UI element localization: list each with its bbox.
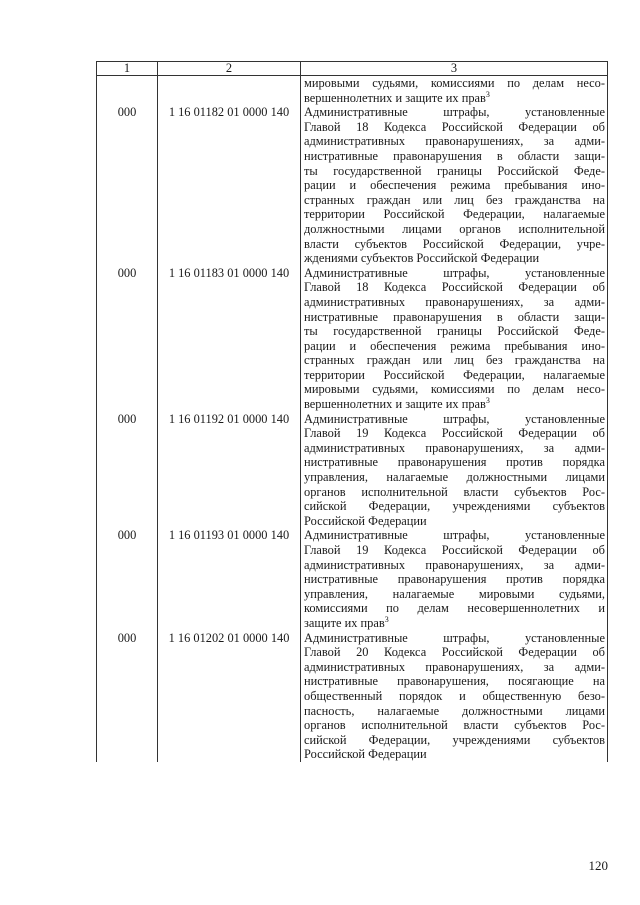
header-row xyxy=(97,62,608,76)
table-header xyxy=(97,62,608,76)
description-line: Главой 19 Кодекса Российской Федерации об xyxy=(304,543,605,557)
description-line: сийской Федерации, учреждениями субъектов xyxy=(304,499,605,514)
description-line: нистративные правонарушения, посягающие на xyxy=(304,674,605,689)
admin-code-cell: 000 xyxy=(97,412,158,529)
description-cell xyxy=(301,412,608,529)
admin-code-cell: 000 xyxy=(97,528,158,630)
description-line: территории Российской Федерации, налагаемые xyxy=(304,367,605,382)
description-line: нистративные правонарушения против порядка xyxy=(304,572,605,587)
description-cell xyxy=(301,631,608,762)
table-row xyxy=(97,528,608,630)
description-line: административных правонарушениях, за адми- xyxy=(304,134,605,149)
description-line-text: вершеннолетних и защите их прав xyxy=(304,397,486,412)
table-row xyxy=(97,266,608,412)
description-line: рации и обеспечения режима пребывания ино- xyxy=(304,338,605,353)
description-cell xyxy=(301,266,608,412)
description-line: нистративные правонарушения в области защи- xyxy=(304,148,605,163)
budget-code-cell: 1 16 01182 01 0000 140 xyxy=(158,105,301,266)
continuation-row xyxy=(97,76,608,106)
description-line: Административные штрафы, установленные xyxy=(304,411,605,426)
budget-code-cell: 1 16 01192 01 0000 140 xyxy=(158,412,301,529)
footnote-marker: 3 xyxy=(485,395,490,405)
budget-code-cell: 1 16 01202 01 0000 140 xyxy=(158,631,301,762)
description-line: ты государственной границы Российской Феде- xyxy=(304,163,605,178)
description-line-text: защите их прав xyxy=(304,615,385,630)
description-line-last xyxy=(304,616,605,631)
admin-code-cell: 000 xyxy=(97,631,158,762)
description-line: мировыми судьями, комиссиями по делам несо- xyxy=(304,382,605,397)
description-line: административных правонарушениях, за адми- xyxy=(304,557,605,572)
description-cell xyxy=(301,528,608,630)
description-line: Главой 18 Кодекса Российской Федерации об xyxy=(304,280,605,295)
description-line: должностными лицами органов исполнительной xyxy=(304,221,605,236)
description-line: ждениями субъектов Российской Федерации xyxy=(304,251,540,266)
continuation-description xyxy=(301,76,608,106)
table-body xyxy=(97,76,608,762)
description-line: рации и обеспечения режима пребывания ино- xyxy=(304,178,605,193)
header-col-1: 1 xyxy=(97,62,158,76)
description-line: управления, налагаемые должностными лицами xyxy=(304,470,605,485)
description-line-last xyxy=(304,91,605,106)
table-row xyxy=(97,412,608,529)
description-line: административных правонарушениях, за адми- xyxy=(304,294,605,309)
description-line: административных правонарушениях, за адми- xyxy=(304,659,605,674)
description-line: нистративные правонарушения в области защи- xyxy=(304,309,605,324)
description-line: органов исполнительной власти субъектов Рос- xyxy=(304,718,605,733)
description-line: странных граждан или лиц без гражданства на xyxy=(304,353,605,368)
description-line: Российской Федерации xyxy=(304,747,427,762)
description-line: Главой 19 Кодекса Российской Федерации об xyxy=(304,426,605,441)
description-line: территории Российской Федерации, налагаемые xyxy=(304,207,605,222)
description-line: сийской Федерации, учреждениями субъектов xyxy=(304,732,605,747)
description-line-text: вершеннолетних и защите их прав xyxy=(304,90,486,105)
table-row xyxy=(97,105,608,266)
table-row xyxy=(97,631,608,762)
description-line: Административные штрафы, установленные xyxy=(304,105,605,120)
description-line: Административные штрафы, установленные xyxy=(304,528,605,543)
description-line: странных граждан или лиц без гражданства на xyxy=(304,192,605,207)
description-line: пасность, налагаемые должностными лицами xyxy=(304,703,605,718)
description-line: ты государственной границы Российской Феде- xyxy=(304,324,605,339)
description-cell xyxy=(301,105,608,266)
description-line: органов исполнительной власти субъектов Рос- xyxy=(304,484,605,499)
admin-code-cell: 000 xyxy=(97,105,158,266)
footnote-marker: 3 xyxy=(384,614,389,624)
description-line: Административные штрафы, установленные xyxy=(304,265,605,280)
header-col-3: 3 xyxy=(301,62,608,76)
description-line: общественный порядок и общественную безо- xyxy=(304,688,605,703)
description-line: власти субъектов Российской Федерации, учре- xyxy=(304,236,605,251)
description-line: Главой 18 Кодекса Российской Федерации об xyxy=(304,119,605,134)
description-line: нистративные правонарушения против порядка xyxy=(304,455,605,470)
description-line: комиссиями по делам несовершеннолетних и xyxy=(304,601,605,616)
continuation-col-2 xyxy=(158,76,301,106)
description-line: Административные штрафы, установленные xyxy=(304,630,605,645)
page-number: 120 xyxy=(588,858,608,873)
footnote-marker: 3 xyxy=(485,89,490,99)
header-col-2: 2 xyxy=(158,62,301,76)
description-line: Российской Федерации xyxy=(304,513,427,528)
description-line-last xyxy=(304,397,605,412)
budget-codes-table xyxy=(96,61,608,762)
description-line: управления, налагаемые мировыми судьями, xyxy=(304,586,605,601)
description-line: Главой 20 Кодекса Российской Федерации об xyxy=(304,645,605,660)
continuation-col-1 xyxy=(97,76,158,106)
description-line: административных правонарушениях, за адми- xyxy=(304,440,605,455)
budget-code-cell: 1 16 01193 01 0000 140 xyxy=(158,528,301,630)
admin-code-cell: 000 xyxy=(97,266,158,412)
budget-code-cell: 1 16 01183 01 0000 140 xyxy=(158,266,301,412)
description-line: мировыми судьями, комиссиями по делам несо- xyxy=(304,76,605,90)
